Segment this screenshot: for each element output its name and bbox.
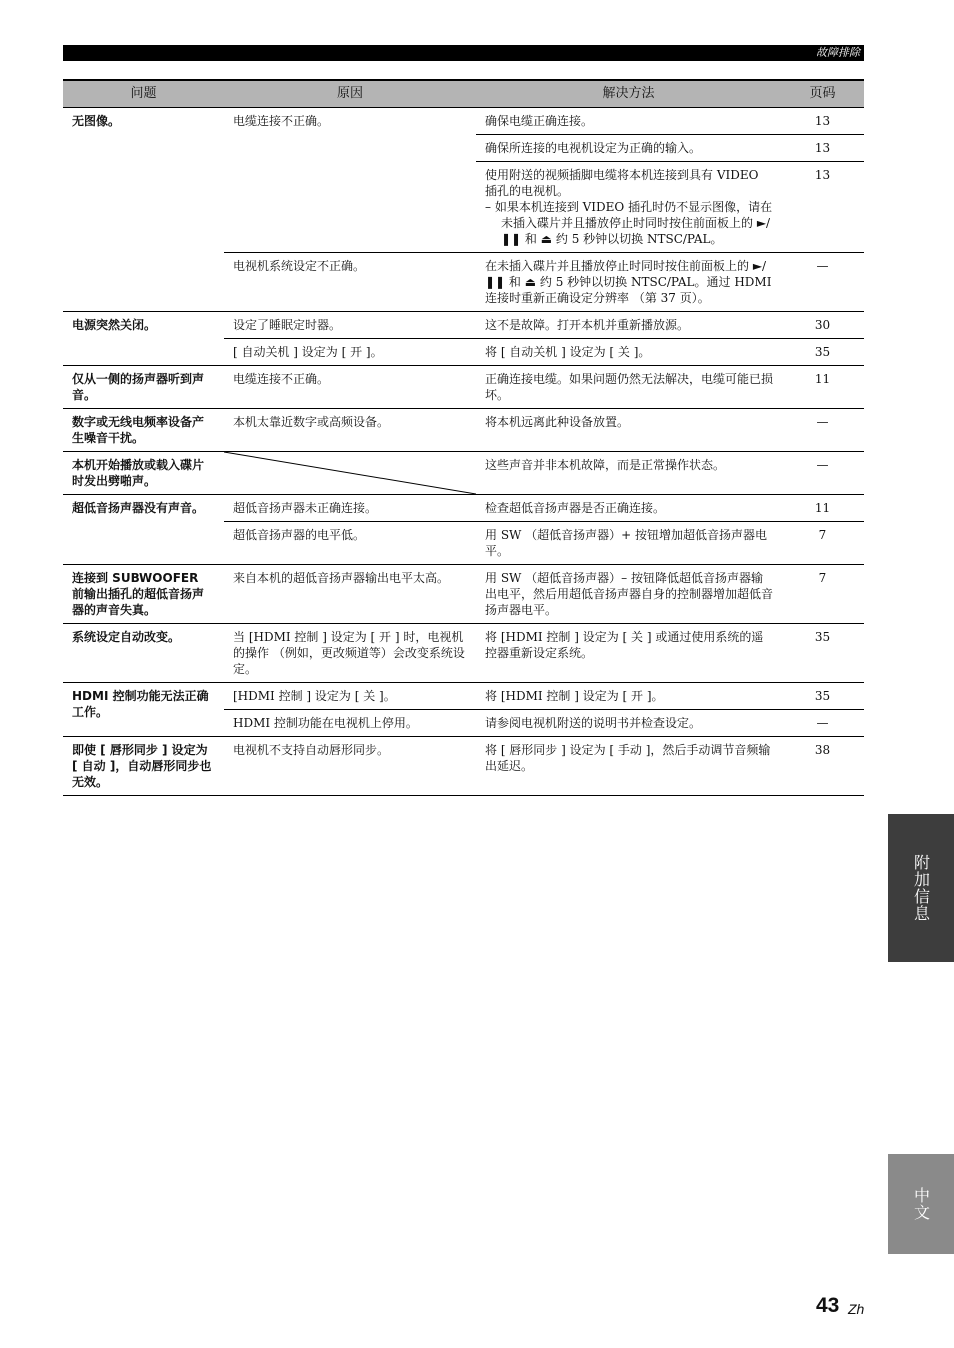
problem-cell: 无图像。 [63, 108, 224, 312]
page-cell: 38 [781, 737, 864, 796]
cause-cell: 超低音扬声器的电平低。 [224, 522, 476, 565]
solution-note: – 如果本机连接到 VIDEO 插孔时仍不显示图像，请在未插入碟片并且播放停止时同时按住前面板上的 ►/❚❚ 和 ⏏ 约 5 秒钟以切换 NTSC/PAL。 [485, 200, 773, 246]
table-row [63, 624, 864, 683]
cause-cell: 当 [HDMI 控制 ] 设定为 [ 开 ] 时，电视机的操作 （例如，更改频道等）会改变系统设定。 [224, 624, 476, 683]
problem-cell: 仅从一侧的扬声器听到声音。 [63, 366, 224, 409]
side-tab-language[interactable] [888, 1154, 954, 1254]
page-cell: 7 [781, 565, 864, 624]
table-row [63, 409, 864, 452]
problem-cell: 系统设定自动改变。 [63, 624, 224, 683]
solution-cell: 用 SW （超低音扬声器）+ 按钮增加超低音扬声器电平。 [476, 522, 781, 565]
table-row [63, 452, 864, 495]
solution-cell: 确保电缆正确连接。 [476, 108, 781, 135]
page-cell: 13 [781, 108, 864, 135]
table-row [63, 312, 864, 339]
header-page: 页码 [781, 80, 864, 108]
troubleshooting-table [63, 79, 864, 796]
problem-cell: HDMI 控制功能无法正确工作。 [63, 683, 224, 737]
page-cell: 7 [781, 522, 864, 565]
cause-cell: 本机太靠近数字或高频设备。 [224, 409, 476, 452]
solution-cell: 将 [HDMI 控制 ] 设定为 [ 开 ]。 [476, 683, 781, 710]
solution-cell: 将 [ 自动关机 ] 设定为 [ 关 ]。 [476, 339, 781, 366]
table-row [63, 565, 864, 624]
page-cell: — [781, 409, 864, 452]
page-number: 43 [816, 1294, 840, 1317]
cause-cell: 设定了睡眠定时器。 [224, 312, 476, 339]
cause-cell: 电缆连接不正确。 [224, 108, 476, 253]
cause-cell: 电缆连接不正确。 [224, 366, 476, 409]
cause-cell: HDMI 控制功能在电视机上停用。 [224, 710, 476, 737]
empty-cause-cell [224, 452, 476, 495]
page-cell: 30 [781, 312, 864, 339]
solution-cell: 这不是故障。打开本机并重新播放源。 [476, 312, 781, 339]
table-header-row [63, 80, 864, 108]
problem-cell: 本机开始播放或载入碟片时发出劈啪声。 [63, 452, 224, 495]
solution-cell: 用 SW （超低音扬声器）– 按钮降低超低音扬声器输出电平，然后用超低音扬声器自身的控制器增加超低音扬声器电平。 [476, 565, 781, 624]
page-cell: 35 [781, 683, 864, 710]
side-tab-language-label: 中文 [911, 1187, 931, 1221]
solution-cell: 检查超低音扬声器是否正确连接。 [476, 495, 781, 522]
table-row [63, 108, 864, 135]
cause-cell: [ 自动关机 ] 设定为 [ 开 ]。 [224, 339, 476, 366]
table-row [63, 366, 864, 409]
cause-cell: [HDMI 控制 ] 设定为 [ 关 ]。 [224, 683, 476, 710]
page-cell: 11 [781, 366, 864, 409]
diagonal-line [224, 452, 476, 494]
header-problem: 问题 [63, 80, 224, 108]
page-cell: 35 [781, 624, 864, 683]
problem-cell: 即使 [ 唇形同步 ] 设定为 [ 自动 ]，自动唇形同步也无效。 [63, 737, 224, 796]
cause-cell: 超低音扬声器未正确连接。 [224, 495, 476, 522]
cause-cell: 来自本机的超低音扬声器输出电平太高。 [224, 565, 476, 624]
page-cell: — [781, 710, 864, 737]
cause-cell: 电视机不支持自动唇形同步。 [224, 737, 476, 796]
solution-cell: 将 [HDMI 控制 ] 设定为 [ 关 ] 或通过使用系统的遥控器重新设定系统。 [476, 624, 781, 683]
table-row [63, 495, 864, 522]
page-cell: 13 [781, 162, 864, 253]
page-cell: — [781, 452, 864, 495]
solution-cell: 将 [ 唇形同步 ] 设定为 [ 手动 ]，然后手动调节音频输出延迟。 [476, 737, 781, 796]
page-lang-code: Zh [848, 1301, 865, 1317]
page-cell: 11 [781, 495, 864, 522]
solution-cell: 确保所连接的电视机设定为正确的输入。 [476, 135, 781, 162]
page-cell: 13 [781, 135, 864, 162]
problem-cell: 连接到 SUBWOOFER 前输出插孔的超低音扬声器的声音失真。 [63, 565, 224, 624]
solution-cell: 请参阅电视机附送的说明书并检查设定。 [476, 710, 781, 737]
solution-text: 使用附送的视频插脚电缆将本机连接到具有 VIDEO 插孔的电视机。 [485, 168, 759, 198]
solution-cell: 这些声音并非本机故障，而是正常操作状态。 [476, 452, 781, 495]
problem-cell: 超低音扬声器没有声音。 [63, 495, 224, 565]
solution-cell: 正确连接电缆。如果问题仍然无法解决，电缆可能已损坏。 [476, 366, 781, 409]
header-solution: 解决方法 [476, 80, 781, 108]
solution-cell: 将本机远离此种设备放置。 [476, 409, 781, 452]
header-bar [63, 45, 864, 61]
problem-cell: 数字或无线电频率设备产生噪音干扰。 [63, 409, 224, 452]
problem-cell: 电源突然关闭。 [63, 312, 224, 366]
table-row [63, 683, 864, 710]
table-row [63, 737, 864, 796]
header-cause: 原因 [224, 80, 476, 108]
solution-cell [476, 162, 781, 253]
cause-cell: 电视机系统设定不正确。 [224, 253, 476, 312]
section-title: 故障排除 [816, 46, 860, 59]
solution-cell: 在未插入碟片并且播放停止时同时按住前面板上的 ►/❚❚ 和 ⏏ 约 5 秒钟以切换 NTSC/PAL。通过 HDMI 连接时重新正确设定分辨率 （第 37 页）。 [476, 253, 781, 312]
side-tab-appendix[interactable] [888, 814, 954, 962]
page-cell: — [781, 253, 864, 312]
side-tab-appendix-label: 附加信息 [911, 854, 931, 922]
page-cell: 35 [781, 339, 864, 366]
